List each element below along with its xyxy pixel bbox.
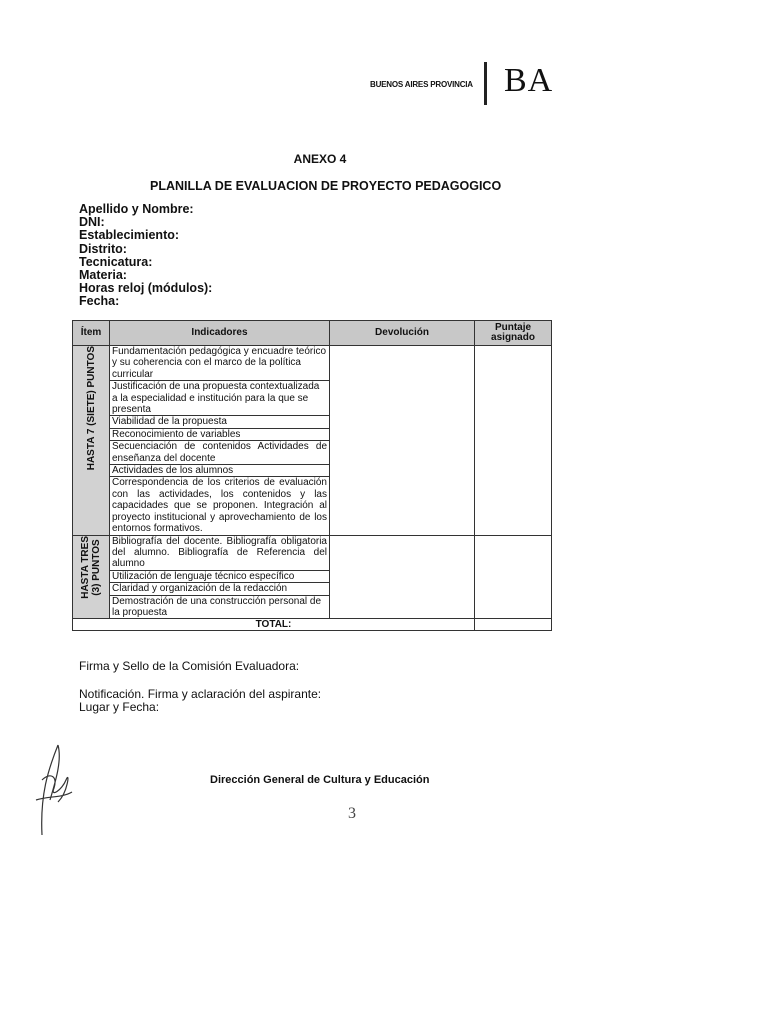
- field-horas-reloj: Horas reloj (módulos):: [79, 281, 213, 296]
- total-row: [73, 619, 552, 631]
- devolucion-cell-group2[interactable]: [330, 535, 475, 619]
- page-number: 3: [348, 805, 356, 822]
- group2-label-cell: [73, 535, 110, 619]
- header-item: Ítem: [73, 321, 110, 346]
- header-indicadores: Indicadores: [110, 321, 330, 346]
- signature-scribble-icon: [28, 740, 88, 840]
- total-value-cell[interactable]: [475, 619, 552, 631]
- indicator-cell: Justificación de una propuesta contextualizada a la especialidad e institución para la que se presenta: [110, 381, 330, 416]
- field-fecha: Fecha:: [79, 294, 120, 309]
- province-label: BUENOS AIRES PROVINCIA: [370, 80, 473, 89]
- indicator-cell: Claridad y organización de la redacción: [110, 583, 330, 595]
- group2-label-line2: (3) PUNTOS: [91, 538, 102, 596]
- field-dni: DNI:: [79, 215, 105, 230]
- puntaje-cell-group1[interactable]: [475, 346, 552, 536]
- field-distrito: Distrito:: [79, 241, 127, 256]
- indicator-cell: Actividades de los alumnos: [110, 465, 330, 477]
- applicant-fields: [79, 203, 212, 309]
- devolucion-cell-group1[interactable]: [330, 346, 475, 536]
- field-materia: Materia:: [79, 268, 127, 283]
- direccion-general: Dirección General de Cultura y Educación: [210, 774, 430, 786]
- field-apellido-nombre: Apellido y Nombre:: [79, 202, 194, 216]
- field-establecimiento: Establecimiento:: [79, 228, 180, 243]
- puntaje-cell-group2[interactable]: [475, 535, 552, 619]
- table-row: [73, 535, 552, 570]
- indicator-cell: Demostración de una construcción personal de la propuesta: [110, 595, 330, 619]
- total-label: TOTAL:: [73, 619, 475, 631]
- field-tecnicatura: Tecnicatura:: [79, 254, 153, 269]
- page-title: PLANILLA DE EVALUACION DE PROYECTO PEDAGOGICO: [150, 179, 502, 193]
- indicator-cell: Viabilidad de la propuesta: [110, 416, 330, 428]
- evaluation-table: [72, 320, 552, 631]
- notificacion: Notificación. Firma y aclaración del aspirante:: [79, 687, 322, 701]
- anexo-heading: ANEXO 4: [293, 152, 347, 166]
- table-header-row: [73, 321, 552, 346]
- indicator-cell: Secuenciación de contenidos Actividades de enseñanza del docente: [110, 441, 330, 465]
- indicator-cell: Utilización de lenguaje técnico específico: [110, 570, 330, 582]
- indicator-cell: Fundamentación pedagógica y encuadre teórico y su coherencia con el marco de la política curricular: [110, 346, 330, 381]
- lugar-fecha: Lugar y Fecha:: [79, 700, 160, 714]
- indicator-cell: Reconocimiento de variables: [110, 428, 330, 440]
- group1-label: HASTA 7 (SIETE) PUNTOS: [85, 346, 97, 471]
- indicator-cell: Bibliografía del docente. Bibliografía obligatoria del alumno. Bibliografía de Referencia del alumno: [110, 535, 330, 570]
- logo-divider: [484, 62, 487, 105]
- group2-label-line1: HASTA TRES: [80, 535, 91, 599]
- header-devolucion: Devolución: [330, 321, 475, 346]
- indicator-cell: Correspondencia de los criterios de evaluación con las actividades, los contenidos y las capacidades que se proponen. Integración al proyecto institucional y aprovechamiento de los entornos formativos.: [110, 477, 330, 535]
- table-row: [73, 346, 552, 381]
- group2-label: [80, 536, 102, 599]
- header-puntaje: Puntaje asignado: [475, 321, 552, 346]
- group1-label-cell: [73, 346, 110, 536]
- firma-comision: Firma y Sello de la Comisión Evaluadora:: [79, 659, 300, 673]
- ba-logo: BA: [504, 62, 554, 99]
